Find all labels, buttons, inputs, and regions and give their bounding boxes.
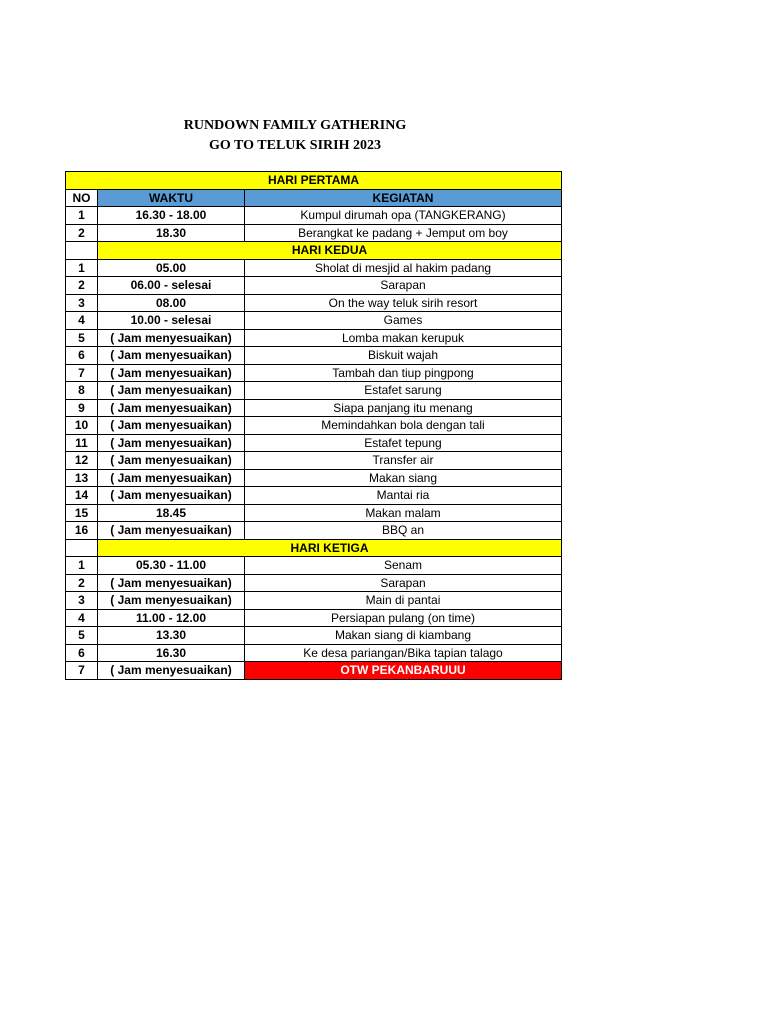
row-time: 18.45	[98, 504, 245, 522]
row-number: 12	[66, 452, 98, 470]
table-row	[66, 224, 562, 242]
row-activity: Persiapan pulang (on time)	[245, 609, 562, 627]
row-activity: Makan siang di kiambang	[245, 627, 562, 645]
table-row	[66, 469, 562, 487]
row-time: ( Jam menyesuaikan)	[98, 522, 245, 540]
rundown-table	[65, 171, 562, 680]
row-number: 4	[66, 312, 98, 330]
row-time: ( Jam menyesuaikan)	[98, 452, 245, 470]
document-title: RUNDOWN FAMILY GATHERING	[183, 118, 407, 133]
table-row	[66, 312, 562, 330]
document-subtitle: GO TO TELUK SIRIH 2023	[209, 138, 381, 153]
day-section-row	[66, 172, 562, 190]
row-time: 13.30	[98, 627, 245, 645]
row-number: 1	[66, 207, 98, 225]
table-row	[66, 487, 562, 505]
row-activity: BBQ an	[245, 522, 562, 540]
table-row	[66, 609, 562, 627]
table-row	[66, 522, 562, 540]
row-activity: Senam	[245, 557, 562, 575]
row-activity: Estafet tepung	[245, 434, 562, 452]
row-activity: Games	[245, 312, 562, 330]
table-row	[66, 259, 562, 277]
blank-cell	[66, 242, 98, 260]
row-activity: Mantai ria	[245, 487, 562, 505]
row-time: ( Jam menyesuaikan)	[98, 662, 245, 680]
row-number: 1	[66, 259, 98, 277]
row-activity: Makan siang	[245, 469, 562, 487]
row-time: ( Jam menyesuaikan)	[98, 574, 245, 592]
table-row	[66, 644, 562, 662]
row-number: 3	[66, 592, 98, 610]
row-activity: Memindahkan bola dengan tali	[245, 417, 562, 435]
table-row	[66, 364, 562, 382]
row-activity: Berangkat ke padang + Jemput om boy	[245, 224, 562, 242]
row-activity: Makan malam	[245, 504, 562, 522]
row-number: 7	[66, 662, 98, 680]
row-time: 18.30	[98, 224, 245, 242]
row-time: 16.30	[98, 644, 245, 662]
table-row	[66, 417, 562, 435]
row-activity: Sholat di mesjid al hakim padang	[245, 259, 562, 277]
day-section-row	[66, 539, 562, 557]
row-time: 11.00 - 12.00	[98, 609, 245, 627]
row-number: 9	[66, 399, 98, 417]
table-row	[66, 382, 562, 400]
row-time: ( Jam menyesuaikan)	[98, 382, 245, 400]
row-time: 10.00 - selesai	[98, 312, 245, 330]
row-activity: Estafet sarung	[245, 382, 562, 400]
table-row	[66, 574, 562, 592]
row-number: 6	[66, 644, 98, 662]
row-time: ( Jam menyesuaikan)	[98, 592, 245, 610]
row-number: 2	[66, 224, 98, 242]
table-row	[66, 434, 562, 452]
day-section-row	[66, 242, 562, 260]
row-number: 7	[66, 364, 98, 382]
row-time: ( Jam menyesuaikan)	[98, 347, 245, 365]
day-section-label: HARI KEDUA	[98, 242, 562, 260]
table-row	[66, 329, 562, 347]
column-header-waktu: WAKTU	[98, 189, 245, 207]
row-time: 05.30 - 11.00	[98, 557, 245, 575]
column-header-no: NO	[66, 189, 98, 207]
blank-cell	[66, 539, 98, 557]
day-section-label: HARI PERTAMA	[66, 172, 562, 190]
row-time: ( Jam menyesuaikan)	[98, 469, 245, 487]
row-number: 10	[66, 417, 98, 435]
row-time: ( Jam menyesuaikan)	[98, 487, 245, 505]
row-number: 4	[66, 609, 98, 627]
row-number: 2	[66, 277, 98, 295]
table-row	[66, 347, 562, 365]
row-time: 06.00 - selesai	[98, 277, 245, 295]
table-row	[66, 294, 562, 312]
table-row	[66, 277, 562, 295]
row-activity: Siapa panjang itu menang	[245, 399, 562, 417]
row-number: 14	[66, 487, 98, 505]
day-section-label: HARI KETIGA	[98, 539, 562, 557]
row-number: 13	[66, 469, 98, 487]
row-number: 16	[66, 522, 98, 540]
table-row	[66, 627, 562, 645]
row-activity: Biskuit wajah	[245, 347, 562, 365]
row-number: 5	[66, 329, 98, 347]
row-activity: Ke desa pariangan/Bika tapian talago	[245, 644, 562, 662]
row-number: 15	[66, 504, 98, 522]
row-time: ( Jam menyesuaikan)	[98, 399, 245, 417]
column-header-row	[66, 189, 562, 207]
row-time: ( Jam menyesuaikan)	[98, 417, 245, 435]
row-activity: Sarapan	[245, 277, 562, 295]
row-time: 05.00	[98, 259, 245, 277]
row-time: 08.00	[98, 294, 245, 312]
row-number: 8	[66, 382, 98, 400]
row-activity: Main di pantai	[245, 592, 562, 610]
row-time: ( Jam menyesuaikan)	[98, 434, 245, 452]
row-time: 16.30 - 18.00	[98, 207, 245, 225]
table-row	[66, 207, 562, 225]
row-number: 5	[66, 627, 98, 645]
row-activity: Transfer air	[245, 452, 562, 470]
row-activity: Tambah dan tiup pingpong	[245, 364, 562, 382]
row-activity: Kumpul dirumah opa (TANGKERANG)	[245, 207, 562, 225]
column-header-kegiatan: KEGIATAN	[245, 189, 562, 207]
table-row	[66, 452, 562, 470]
row-time: ( Jam menyesuaikan)	[98, 364, 245, 382]
row-number: 11	[66, 434, 98, 452]
row-activity: Sarapan	[245, 574, 562, 592]
row-number: 6	[66, 347, 98, 365]
row-activity: OTW PEKANBARUUU	[245, 662, 562, 680]
table-row	[66, 504, 562, 522]
table-row	[66, 592, 562, 610]
row-time: ( Jam menyesuaikan)	[98, 329, 245, 347]
rundown-table-body	[66, 172, 562, 680]
row-number: 3	[66, 294, 98, 312]
row-activity: Lomba makan kerupuk	[245, 329, 562, 347]
table-row	[66, 557, 562, 575]
row-number: 1	[66, 557, 98, 575]
row-activity: On the way teluk sirih resort	[245, 294, 562, 312]
table-row	[66, 399, 562, 417]
row-number: 2	[66, 574, 98, 592]
table-row	[66, 662, 562, 680]
